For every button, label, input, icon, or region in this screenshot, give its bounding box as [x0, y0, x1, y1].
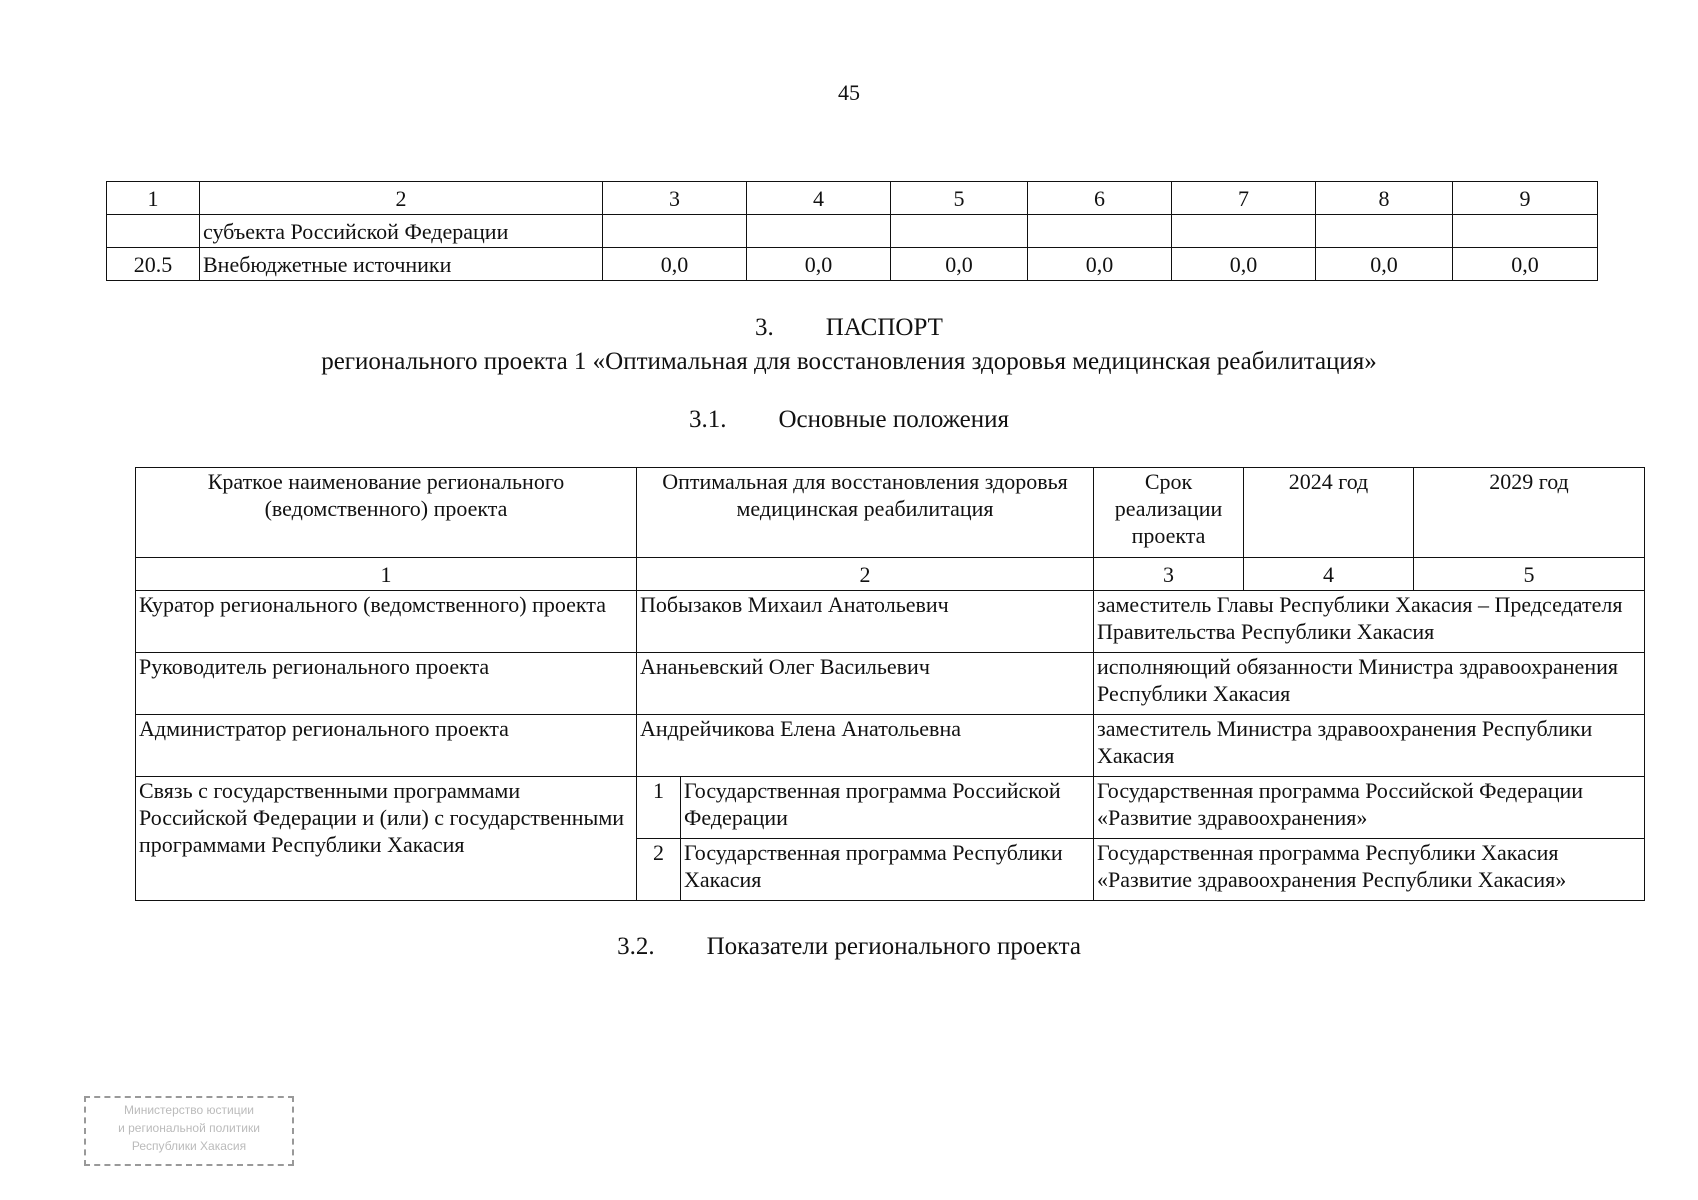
column-numbers-row	[136, 558, 1645, 591]
finance-header-cell: 3	[603, 182, 747, 215]
short-name-label: Краткое наименование регионального (ведомственного) проекта	[136, 468, 637, 558]
finance-header-cell: 2	[200, 182, 603, 215]
role-label: Руководитель регионального проекта	[136, 653, 637, 715]
passport-header-row	[136, 468, 1645, 558]
column-number: 5	[1414, 558, 1645, 591]
role-label: Администратор регионального проекта	[136, 715, 637, 777]
person-position: заместитель Главы Республики Хакасия – Председателя Правительства Республики Хакасия	[1094, 591, 1645, 653]
program-type: Государственная программа Республики Хакасия	[681, 839, 1094, 901]
program-type: Государственная программа Российской Федерации	[681, 777, 1094, 839]
finance-value: 0,0	[1316, 248, 1453, 281]
term-label: Срок реализации проекта	[1094, 468, 1244, 558]
column-number: 2	[637, 558, 1094, 591]
programs-label: Связь с государственными программами Российской Федерации и (или) с государственными программами Республики Хакасия	[136, 777, 637, 901]
short-name-value: Оптимальная для восстановления здоровья медицинская реабилитация	[637, 468, 1094, 558]
section-3-1-heading	[0, 406, 1698, 434]
program-number: 1	[637, 777, 681, 839]
program-name: Государственная программа Российской Федерации «Развитие здравоохранения»	[1094, 777, 1645, 839]
section-title: Основные положения	[778, 406, 1010, 433]
finance-value: 0,0	[1028, 248, 1172, 281]
section-3-2-heading	[0, 933, 1698, 961]
section-3-heading	[0, 314, 1698, 342]
passport-table	[135, 467, 1645, 901]
head-row	[136, 653, 1645, 715]
stamp-line: и региональной политики	[118, 1121, 260, 1135]
stamp-line: Республики Хакасия	[131, 1139, 247, 1153]
section-number: 3.	[755, 314, 774, 341]
finance-header-cell: 7	[1172, 182, 1316, 215]
finance-value: 0,0	[1453, 248, 1598, 281]
column-number: 4	[1244, 558, 1414, 591]
section-number: 3.1.	[688, 406, 727, 433]
section-title: Показатели регионального проекта	[706, 933, 1081, 960]
section-title: ПАСПОРТ	[825, 314, 943, 341]
section-3-subtitle: регионального проекта 1 «Оптимальная для восстановления здоровья медицинская реабилитация»	[321, 348, 1377, 375]
finance-table	[106, 181, 1598, 281]
finance-cell: субъекта Российской Федерации	[200, 215, 603, 248]
section-number: 3.2.	[617, 933, 655, 960]
person-name: Побызаков Михаил Анатольевич	[637, 591, 1094, 653]
finance-row-20-5	[107, 248, 1598, 281]
person-name: Андрейчикова Елена Анатольевна	[637, 715, 1094, 777]
finance-header-cell: 8	[1316, 182, 1453, 215]
program-name: Государственная программа Республики Хакасия «Развитие здравоохранения Республики Хакасия»	[1094, 839, 1645, 901]
finance-value: 0,0	[1172, 248, 1316, 281]
column-number: 3	[1094, 558, 1244, 591]
finance-cell	[891, 215, 1028, 248]
finance-cell	[107, 215, 200, 248]
finance-header-cell: 6	[1028, 182, 1172, 215]
finance-header-cell: 4	[747, 182, 891, 215]
person-position: исполняющий обязанности Министра здравоохранения Республики Хакасия	[1094, 653, 1645, 715]
registration-stamp	[84, 1096, 294, 1166]
column-number: 1	[136, 558, 637, 591]
finance-value: 0,0	[747, 248, 891, 281]
finance-value: 0,0	[603, 248, 747, 281]
finance-header-cell: 5	[891, 182, 1028, 215]
stamp-line: Министерство юстиции	[124, 1103, 254, 1117]
finance-value: 0,0	[891, 248, 1028, 281]
finance-cell	[1172, 215, 1316, 248]
row-number: 20.5	[107, 248, 200, 281]
finance-header-cell: 1	[107, 182, 200, 215]
curator-row	[136, 591, 1645, 653]
person-name: Ананьевский Олег Васильевич	[637, 653, 1094, 715]
administrator-row	[136, 715, 1645, 777]
start-year: 2024 год	[1244, 468, 1414, 558]
end-year: 2029 год	[1414, 468, 1645, 558]
row-label: Внебюджетные источники	[200, 248, 603, 281]
program-number: 2	[637, 839, 681, 901]
finance-cell	[1316, 215, 1453, 248]
person-position: заместитель Министра здравоохранения Республики Хакасия	[1094, 715, 1645, 777]
role-label: Куратор регионального (ведомственного) проекта	[136, 591, 637, 653]
finance-cell	[1453, 215, 1598, 248]
finance-continuation-row	[107, 215, 1598, 248]
finance-header-row	[107, 182, 1598, 215]
page-number: 45	[838, 80, 860, 105]
program-row-1	[136, 777, 1645, 839]
finance-header-cell: 9	[1453, 182, 1598, 215]
finance-cell	[603, 215, 747, 248]
finance-cell	[747, 215, 891, 248]
finance-cell	[1028, 215, 1172, 248]
